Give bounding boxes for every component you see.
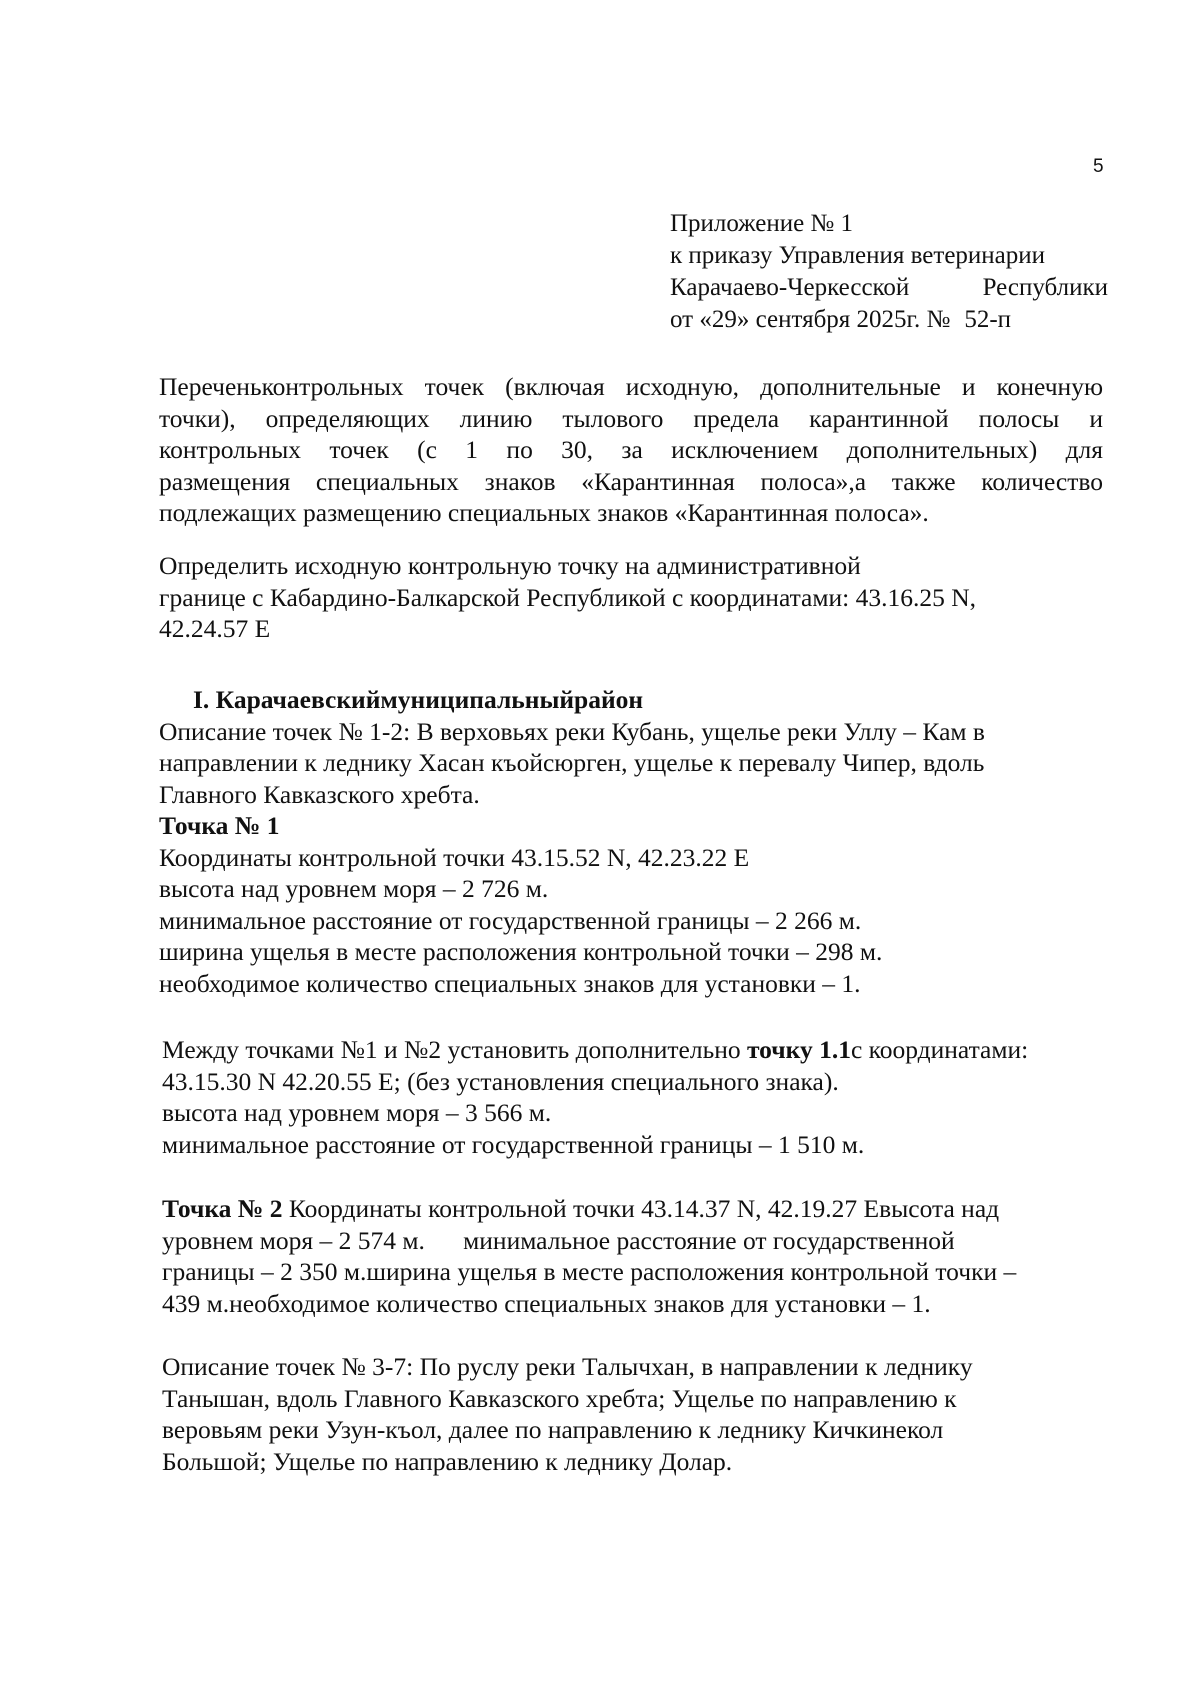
- section-description-line: Описание точек № 1-2: В верховьях реки Кубань, ущелье реки Уллу – Кам в: [159, 716, 985, 746]
- intro-line: подлежащих размещению специальных знаков «Карантинная полоса».: [159, 498, 929, 527]
- point2-title: Точка № 2: [162, 1194, 283, 1223]
- point1-title: Точка № 1: [159, 811, 280, 840]
- section-heading: I. Карачаевскиймуниципальныйрайон: [193, 685, 644, 714]
- page-number: 5: [1093, 156, 1104, 177]
- points-3-7-line: Большой; Ущелье по направлению к леднику Долар.: [162, 1446, 733, 1476]
- intro-line: Переченьконтрольных точек (включая исходную, дополнительные и конечную: [159, 372, 1103, 401]
- point1-1-line: 43.15.30 N 42.20.55 E; (без установления специального знака).: [162, 1066, 839, 1096]
- intro-line: размещения специальных знаков «Карантинная полоса»,а также количество: [159, 466, 1103, 496]
- section-description-line: Главного Кавказского хребта.: [159, 779, 480, 809]
- point2-line-2: уровнем моря – 2 574 м. минимальное расстояние от государственной: [162, 1225, 955, 1255]
- point1-line: ширина ущелья в месте расположения контрольной точки – 298 м.: [159, 937, 883, 966]
- point1-1-tail: с координатами:: [850, 1035, 1029, 1064]
- point1-1-lead: Между точками №1 и №2 установить дополнительно: [162, 1035, 747, 1064]
- point1-line: высота над уровнем моря – 2 726 м.: [159, 874, 549, 903]
- initial-point-line: Определить исходную контрольную точку на административной: [159, 551, 861, 580]
- point1-line: минимальное расстояние от государственной границы – 2 266 м.: [159, 905, 862, 935]
- point1-1-bold: точку 1.1: [746, 1035, 851, 1064]
- point2-line-1: [162, 1193, 1016, 1225]
- intro-line: точки), определяющих линию тылового предела карантинной полосы и: [159, 403, 1103, 433]
- intro-line: контрольных точек (с 1 по 30, за исключением дополнительных) для: [159, 435, 1103, 464]
- point1-1-first-line: [162, 1034, 1028, 1066]
- points-3-7-paragraph: [162, 1351, 973, 1477]
- initial-point-line: 42.24.57 E: [159, 614, 271, 643]
- initial-point-paragraph: [159, 550, 976, 645]
- point1-1-line: высота над уровнем моря – 3 566 м.: [162, 1098, 552, 1127]
- point1-line: Координаты контрольной точки 43.15.52 N, 42.23.22 E: [159, 842, 750, 872]
- point1-line: необходимое количество специальных знаков для установки – 1.: [159, 968, 861, 998]
- point1-1-line: минимальное расстояние от государственной границы – 1 510 м.: [162, 1129, 865, 1159]
- section-karachaevsky: [159, 684, 985, 999]
- appendix-line-3-a: Карачаево-Черкесской: [670, 274, 910, 301]
- appendix-line-4-b: 52-п: [964, 306, 1012, 333]
- point2-line-3: границы – 2 350 м.ширина ущелья в месте расположения контрольной точки –: [162, 1257, 1017, 1286]
- initial-point-line: границе с Кабардино-Балкарской Республикой с координатами: 43.16.25 N,: [159, 582, 977, 612]
- appendix-header: [670, 208, 1108, 336]
- points-3-7-line: Танышан, вдоль Главного Кавказского хребта; Ущелье по направлению к: [162, 1383, 957, 1413]
- points-3-7-line: Описание точек № 3-7: По руслу реки Талычхан, в направлении к леднику: [162, 1352, 973, 1381]
- appendix-line-3-b: Республики: [982, 274, 1108, 301]
- appendix-line-1: Приложение № 1: [670, 210, 854, 237]
- appendix-line-2: к приказу Управления ветеринарии: [670, 242, 1046, 269]
- point2-line-4: 439 м.необходимое количество специальных знаков для установки – 1.: [162, 1288, 931, 1318]
- points-3-7-line: веровьям реки Узун-къол, далее по направлению к леднику Кичкинекол: [162, 1415, 944, 1444]
- appendix-line-3: [670, 272, 1108, 304]
- appendix-line-4: [670, 304, 1108, 336]
- intro-paragraph: [159, 371, 1103, 529]
- appendix-line-4-a: от «29» сентября 2025г. №: [670, 306, 951, 333]
- point1-1-paragraph: [162, 1034, 1028, 1160]
- point2-line-1-tail: Координаты контрольной точки 43.14.37 N, 42.19.27 Евысота над: [282, 1194, 1000, 1223]
- section-description-line: направлении к леднику Хасан къойсюрген, ущелье к перевалу Чипер, вдоль: [159, 748, 985, 777]
- point2-paragraph: [162, 1193, 1016, 1319]
